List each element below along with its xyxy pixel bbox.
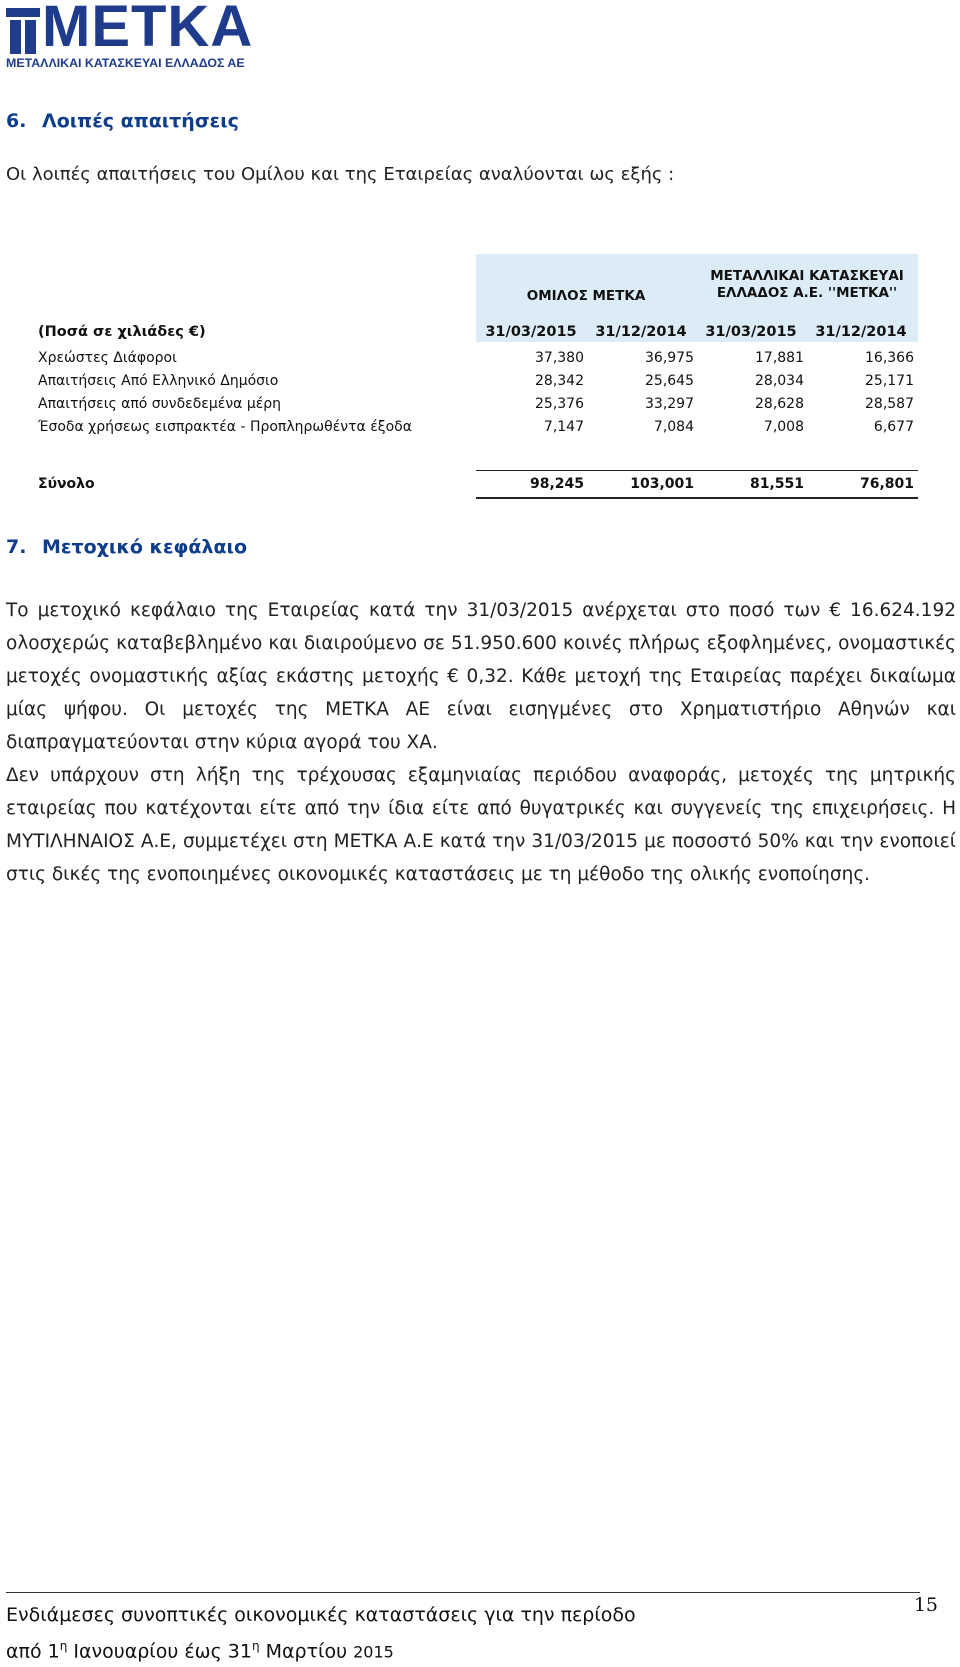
- table-cell: 28,587: [865, 396, 914, 412]
- section-6-title: Λοιπές απαιτήσεις: [42, 110, 239, 132]
- section-6-heading: [6, 110, 239, 132]
- total-cell: 103,001: [630, 476, 694, 492]
- section-7-heading: [6, 536, 247, 558]
- table-cell: 37,380: [535, 350, 584, 366]
- footer-line-2: [6, 1631, 636, 1667]
- table-cell: 28,342: [535, 373, 584, 389]
- column-header: 31/03/2015: [485, 324, 577, 340]
- table-cell: 17,881: [755, 350, 804, 366]
- footer-from: από 1: [6, 1640, 60, 1663]
- table-cell: 28,628: [755, 396, 804, 412]
- share-capital-paragraph-2: Δεν υπάρχουν στη λήξη της τρέχουσας εξαμηνιαίας περιόδου αναφοράς, μετοχές της μητρικής εταιρείας που κατέχονται είτε από την ίδια είτε από θυγατρικές και συγγενείς της επιχειρήσεις. Η ΜΥΤΙΛΗΝΑΙΟΣ Α.Ε, συμμετέχει στη ΜΕΤΚΑ Α.Ε κατά την 31/03/2015 με ποσοστό 50% και την ενοποιεί στις δικές της ενοποιημένες οικονομικές καταστάσεις με τη μέθοδο της ολικής ενοποίησης.: [6, 765, 956, 885]
- total-rule-bottom: [476, 497, 918, 499]
- total-cell: 98,245: [529, 476, 584, 492]
- table-cell: 25,171: [865, 373, 914, 389]
- total-rule-top: [476, 470, 918, 471]
- total-cell: 81,551: [749, 476, 804, 492]
- footer-period: [6, 1600, 636, 1667]
- table-cell: 25,645: [645, 373, 694, 389]
- footer-month: Μαρτίου: [259, 1640, 354, 1663]
- row-label: Απαιτήσεις από συνδεδεμένα μέρη: [38, 396, 282, 412]
- table-unit-label: (Ποσά σε χιλιάδες €): [38, 324, 206, 340]
- table-cell: 25,376: [535, 396, 584, 412]
- page-number: 15: [913, 1594, 938, 1616]
- total-label: Σύνολο: [38, 476, 95, 492]
- table-cell: 7,084: [653, 419, 694, 435]
- column-header: 31/03/2015: [705, 324, 797, 340]
- group-header-group: ΟΜΙΛΟΣ ΜΕΤΚΑ: [526, 288, 646, 304]
- logo-wordmark: ΜΕΤΚΑ: [42, 0, 254, 59]
- group-header-company: [696, 268, 918, 302]
- metka-logo: [6, 0, 254, 70]
- section-6-intro: Οι λοιπές απαιτήσεις του Ομίλου και της Εταιρείας αναλύονται ως εξής :: [6, 164, 675, 185]
- column-header: 31/12/2014: [595, 324, 687, 340]
- group-header-company-line1: ΜΕΤΑΛΛΙΚΑΙ ΚΑΤΑΣΚΕΥΑΙ: [710, 268, 904, 284]
- logo-subtitle: ΜΕΤΑΛΛΙΚΑΙ ΚΑΤΑΣΚΕΥΑΙ ΕΛΛΑΔΟΣ ΑΕ: [6, 56, 245, 70]
- table-cell: 16,366: [865, 350, 914, 366]
- table-cell: 7,008: [763, 419, 804, 435]
- row-label: Χρεώστες Διάφοροι: [38, 350, 177, 366]
- metka-logo-mark-icon: [6, 8, 40, 54]
- row-label: Απαιτήσεις Από Ελληνικό Δημόσιο: [38, 373, 279, 389]
- footer-rule: [6, 1592, 920, 1593]
- other-receivables-table: [0, 250, 960, 510]
- total-cell: 76,801: [859, 476, 914, 492]
- footer-line-1: Ενδιάμεσες συνοπτικές οικονομικές καταστάσεις για την περίοδο: [6, 1604, 636, 1626]
- table-cell: 7,147: [543, 419, 584, 435]
- table-cell: 33,297: [645, 396, 694, 412]
- table-cell: 6,677: [873, 419, 914, 435]
- section-6-number: 6.: [6, 110, 27, 132]
- footer-year: 2015: [353, 1642, 394, 1662]
- footer-until: Ιανουαρίου έως 31: [67, 1640, 252, 1663]
- share-capital-body: [6, 594, 956, 891]
- footer-sup: η: [251, 1639, 260, 1653]
- section-7-title: Μετοχικό κεφάλαιο: [42, 536, 248, 558]
- share-capital-paragraph-1: Το μετοχικό κεφάλαιο της Εταιρείας κατά την 31/03/2015 ανέρχεται στο ποσό των € 16.624.192 ολοσχερώς καταβεβλημένο και διαιρούμενο σε 51.950.600 κοινές πλήρως εξοφλημένες, ονομαστικές μετοχές ονομαστικής αξίας εκάστης μετοχής € 0,32. Κάθε μετοχή της Εταιρείας παρέχει δικαίωμα μίας ψήφου. Οι μετοχές της ΜΕΤΚΑ ΑΕ είναι εισηγμένες στο Χρηματιστήριο Αθηνών και διαπραγματεύονται στην κύρια αγορά του ΧΑ.: [6, 600, 956, 753]
- footer-sup: η: [59, 1639, 68, 1653]
- section-7-number: 7.: [6, 536, 27, 558]
- table-cell: 28,034: [755, 373, 804, 389]
- column-header: 31/12/2014: [815, 324, 907, 340]
- row-label: Έσοδα χρήσεως εισπρακτέα - Προπληρωθέντα έξοδα: [38, 419, 412, 435]
- table-cell: 36,975: [645, 350, 694, 366]
- group-header-company-line2: ΕΛΛΑΔΟΣ Α.Ε. ''ΜΕΤΚΑ'': [716, 285, 898, 301]
